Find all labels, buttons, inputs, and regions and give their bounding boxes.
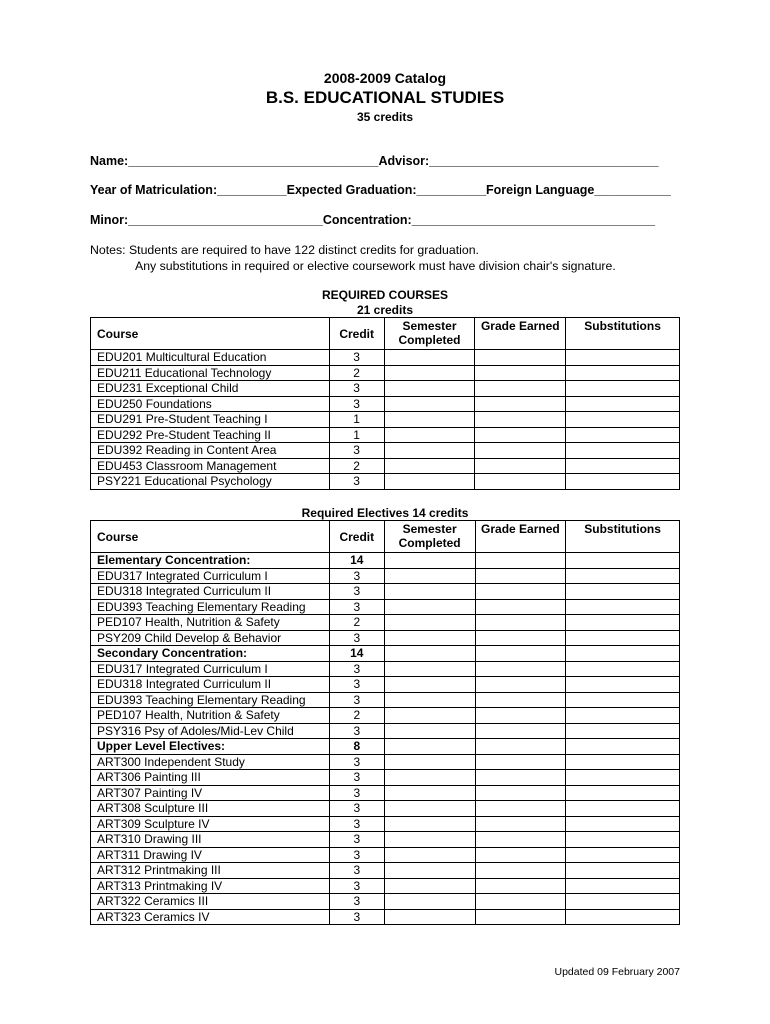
- col-grade: Grade Earned: [475, 521, 566, 553]
- course-name: PSY316 Psy of Adoles/Mid-Lev Child: [91, 723, 330, 739]
- semester-cell[interactable]: [384, 615, 475, 631]
- course-name: EDU317 Integrated Curriculum I: [91, 661, 330, 677]
- substitution-cell[interactable]: [566, 474, 680, 490]
- notes-line-2: Any substitutions in required or elective coursework must have division chair's signature.: [135, 258, 616, 273]
- substitution-cell[interactable]: [566, 739, 680, 755]
- semester-cell[interactable]: [384, 677, 475, 693]
- grade-cell[interactable]: [475, 878, 566, 894]
- semester-cell[interactable]: [384, 443, 475, 459]
- course-credit: 3: [329, 909, 384, 925]
- course-name: ART323 Ceramics IV: [91, 909, 330, 925]
- course-name: ART311 Drawing IV: [91, 847, 330, 863]
- col-substitutions: Substitutions: [566, 318, 680, 350]
- course-credit: 3: [329, 832, 384, 848]
- course-credit: 3: [329, 599, 384, 615]
- substitution-cell[interactable]: [566, 599, 680, 615]
- notes-line-1: Notes: Students are required to have 122 distinct credits for graduation.: [90, 243, 479, 257]
- semester-cell[interactable]: [384, 350, 475, 366]
- course-name: ART300 Independent Study: [91, 754, 330, 770]
- minor-concentration-fields[interactable]: Minor:____________________________Concentration:___________________________________: [90, 213, 656, 227]
- course-name: EDU393 Teaching Elementary Reading: [91, 692, 330, 708]
- grade-cell[interactable]: [475, 615, 566, 631]
- grade-cell[interactable]: [475, 785, 566, 801]
- grade-cell[interactable]: [475, 770, 566, 786]
- table-row: [91, 615, 680, 631]
- col-credit: Credit: [329, 521, 384, 553]
- course-credit: 14: [329, 646, 384, 662]
- catalog-year: 2008-2009 Catalog: [323, 70, 447, 86]
- substitution-cell[interactable]: [566, 584, 680, 600]
- course-credit: 8: [329, 739, 384, 755]
- course-credit: 3: [329, 894, 384, 910]
- table-row: [91, 443, 680, 459]
- matriculation-graduation-language-fields[interactable]: Year of Matriculation:__________Expected Graduation:__________Foreign Language___________: [90, 183, 671, 197]
- substitution-cell[interactable]: [566, 350, 680, 366]
- course-credit: 3: [329, 863, 384, 879]
- substitution-cell[interactable]: [566, 909, 680, 925]
- semester-cell[interactable]: [384, 801, 475, 817]
- course-credit: 3: [329, 350, 384, 366]
- table-row: [91, 785, 680, 801]
- grade-cell[interactable]: [475, 801, 566, 817]
- table-row: [91, 692, 680, 708]
- course-name: EDU231 Exceptional Child: [91, 381, 330, 397]
- semester-cell[interactable]: [384, 553, 475, 569]
- course-name: Elementary Concentration:: [91, 553, 330, 569]
- grade-cell[interactable]: [475, 584, 566, 600]
- required-courses-heading: [90, 288, 680, 317]
- table-row: [91, 878, 680, 894]
- semester-cell[interactable]: [384, 754, 475, 770]
- course-name: EDU392 Reading in Content Area: [91, 443, 330, 459]
- required-courses-credits: 21 credits: [356, 302, 414, 317]
- table-header-row: [91, 318, 680, 350]
- table-row: [91, 708, 680, 724]
- substitution-cell[interactable]: [566, 661, 680, 677]
- col-semester: Semester Completed: [384, 318, 475, 350]
- course-name: EDU393 Teaching Elementary Reading: [91, 599, 330, 615]
- grade-cell[interactable]: [475, 553, 566, 569]
- course-name: EDU318 Integrated Curriculum II: [91, 584, 330, 600]
- table-row: [91, 381, 680, 397]
- course-name: PED107 Health, Nutrition & Safety: [91, 615, 330, 631]
- group-row: [91, 553, 680, 569]
- course-credit: 3: [329, 443, 384, 459]
- course-name: ART308 Sculpture III: [91, 801, 330, 817]
- notes: [90, 243, 616, 274]
- grade-cell[interactable]: [475, 427, 566, 443]
- substitution-cell[interactable]: [566, 443, 680, 459]
- semester-cell[interactable]: [384, 427, 475, 443]
- course-credit: 3: [329, 396, 384, 412]
- substitution-cell[interactable]: [566, 832, 680, 848]
- course-credit: 3: [329, 474, 384, 490]
- updated-date: Updated 09 February 2007: [554, 966, 680, 978]
- course-credit: 3: [329, 754, 384, 770]
- substitution-cell[interactable]: [566, 677, 680, 693]
- table-header-row: [91, 521, 680, 553]
- substitution-cell[interactable]: [566, 381, 680, 397]
- substitution-cell[interactable]: [566, 847, 680, 863]
- semester-cell[interactable]: [384, 646, 475, 662]
- course-name: ART312 Printmaking III: [91, 863, 330, 879]
- grade-cell[interactable]: [475, 832, 566, 848]
- table-row: [91, 350, 680, 366]
- table-row: [91, 801, 680, 817]
- semester-cell[interactable]: [384, 894, 475, 910]
- course-name: ART322 Ceramics III: [91, 894, 330, 910]
- grade-cell[interactable]: [475, 458, 566, 474]
- substitution-cell[interactable]: [566, 878, 680, 894]
- semester-cell[interactable]: [384, 816, 475, 832]
- course-credit: 3: [329, 568, 384, 584]
- required-courses-table: [90, 317, 680, 490]
- col-credit: Credit: [329, 318, 384, 350]
- table-row: [91, 677, 680, 693]
- course-credit: 3: [329, 630, 384, 646]
- course-credit: 3: [329, 816, 384, 832]
- table-row: [91, 816, 680, 832]
- semester-cell[interactable]: [384, 878, 475, 894]
- total-credits: 35 credits: [356, 110, 414, 124]
- table-row: [91, 396, 680, 412]
- course-credit: 3: [329, 723, 384, 739]
- group-row: [91, 739, 680, 755]
- substitution-cell[interactable]: [566, 365, 680, 381]
- course-credit: 3: [329, 770, 384, 786]
- col-substitutions: Substitutions: [566, 521, 680, 553]
- course-name: PSY209 Child Develop & Behavior: [91, 630, 330, 646]
- col-course: Course: [91, 521, 330, 553]
- semester-cell[interactable]: [384, 863, 475, 879]
- table-row: [91, 458, 680, 474]
- substitution-cell[interactable]: [566, 894, 680, 910]
- course-credit: 14: [329, 553, 384, 569]
- substitution-cell[interactable]: [566, 785, 680, 801]
- substitution-cell[interactable]: [566, 754, 680, 770]
- semester-cell[interactable]: [384, 661, 475, 677]
- grade-cell[interactable]: [475, 863, 566, 879]
- name-advisor-fields[interactable]: Name:____________________________________Advisor:_________________________________: [90, 154, 659, 168]
- semester-cell[interactable]: [384, 599, 475, 615]
- table-row: [91, 412, 680, 428]
- required-courses-title: REQUIRED COURSES: [321, 288, 449, 302]
- table-row: [91, 723, 680, 739]
- course-name: EDU453 Classroom Management: [91, 458, 330, 474]
- substitution-cell[interactable]: [566, 568, 680, 584]
- col-course: Course: [91, 318, 330, 350]
- group-row: [91, 646, 680, 662]
- course-name: ART313 Printmaking IV: [91, 878, 330, 894]
- substitution-cell[interactable]: [566, 458, 680, 474]
- table-row: [91, 754, 680, 770]
- course-name: EDU317 Integrated Curriculum I: [91, 568, 330, 584]
- semester-cell[interactable]: [384, 568, 475, 584]
- course-credit: 3: [329, 878, 384, 894]
- course-credit: 3: [329, 584, 384, 600]
- table-row: [91, 770, 680, 786]
- semester-cell[interactable]: [384, 770, 475, 786]
- substitution-cell[interactable]: [566, 692, 680, 708]
- semester-cell[interactable]: [384, 832, 475, 848]
- course-credit: 2: [329, 365, 384, 381]
- semester-cell[interactable]: [384, 785, 475, 801]
- grade-cell[interactable]: [475, 630, 566, 646]
- course-credit: 2: [329, 458, 384, 474]
- grade-cell[interactable]: [475, 894, 566, 910]
- semester-cell[interactable]: [384, 584, 475, 600]
- course-name: EDU292 Pre-Student Teaching II: [91, 427, 330, 443]
- substitution-cell[interactable]: [566, 723, 680, 739]
- substitution-cell[interactable]: [566, 646, 680, 662]
- table-row: [91, 894, 680, 910]
- grade-cell[interactable]: [475, 909, 566, 925]
- electives-heading: Required Electives 14 credits: [301, 506, 469, 520]
- course-credit: 2: [329, 708, 384, 724]
- col-semester: Semester Completed: [384, 521, 475, 553]
- semester-cell[interactable]: [384, 723, 475, 739]
- grade-cell[interactable]: [475, 599, 566, 615]
- substitution-cell[interactable]: [566, 396, 680, 412]
- grade-cell[interactable]: [475, 754, 566, 770]
- table-row: [91, 832, 680, 848]
- grade-cell[interactable]: [475, 381, 566, 397]
- substitution-cell[interactable]: [566, 630, 680, 646]
- course-name: PSY221 Educational Psychology: [91, 474, 330, 490]
- substitution-cell[interactable]: [566, 615, 680, 631]
- table-row: [91, 599, 680, 615]
- col-grade: Grade Earned: [475, 318, 566, 350]
- course-name: ART306 Painting III: [91, 770, 330, 786]
- course-credit: 2: [329, 615, 384, 631]
- grade-cell[interactable]: [475, 677, 566, 693]
- grade-cell[interactable]: [475, 568, 566, 584]
- substitution-cell[interactable]: [566, 412, 680, 428]
- table-row: [91, 474, 680, 490]
- grade-cell[interactable]: [475, 739, 566, 755]
- course-name: ART307 Painting IV: [91, 785, 330, 801]
- course-credit: 3: [329, 785, 384, 801]
- grade-cell[interactable]: [475, 443, 566, 459]
- table-row: [91, 661, 680, 677]
- grade-cell[interactable]: [475, 396, 566, 412]
- grade-cell[interactable]: [475, 847, 566, 863]
- grade-cell[interactable]: [475, 723, 566, 739]
- table-row: [91, 909, 680, 925]
- table-row: [91, 847, 680, 863]
- semester-cell[interactable]: [384, 474, 475, 490]
- semester-cell[interactable]: [384, 909, 475, 925]
- grade-cell[interactable]: [475, 816, 566, 832]
- grade-cell[interactable]: [475, 365, 566, 381]
- semester-cell[interactable]: [384, 412, 475, 428]
- course-name: ART309 Sculpture IV: [91, 816, 330, 832]
- grade-cell[interactable]: [475, 692, 566, 708]
- page-title: B.S. EDUCATIONAL STUDIES: [265, 88, 505, 107]
- table-row: [91, 568, 680, 584]
- substitution-cell[interactable]: [566, 770, 680, 786]
- course-credit: 3: [329, 381, 384, 397]
- semester-cell[interactable]: [384, 458, 475, 474]
- substitution-cell[interactable]: [566, 863, 680, 879]
- course-name: EDU250 Foundations: [91, 396, 330, 412]
- substitution-cell[interactable]: [566, 553, 680, 569]
- course-credit: 1: [329, 427, 384, 443]
- course-credit: 1: [329, 412, 384, 428]
- course-name: Secondary Concentration:: [91, 646, 330, 662]
- semester-cell[interactable]: [384, 739, 475, 755]
- course-credit: 3: [329, 661, 384, 677]
- table-row: [91, 630, 680, 646]
- course-name: EDU211 Educational Technology: [91, 365, 330, 381]
- course-name: PED107 Health, Nutrition & Safety: [91, 708, 330, 724]
- table-row: [91, 365, 680, 381]
- semester-cell[interactable]: [384, 708, 475, 724]
- course-credit: 3: [329, 847, 384, 863]
- course-name: EDU201 Multicultural Education: [91, 350, 330, 366]
- semester-cell[interactable]: [384, 396, 475, 412]
- grade-cell[interactable]: [475, 661, 566, 677]
- course-name: ART310 Drawing III: [91, 832, 330, 848]
- table-row: [91, 584, 680, 600]
- substitution-cell[interactable]: [566, 708, 680, 724]
- table-row: [91, 427, 680, 443]
- substitution-cell[interactable]: [566, 816, 680, 832]
- course-name: Upper Level Electives:: [91, 739, 330, 755]
- grade-cell[interactable]: [475, 350, 566, 366]
- semester-cell[interactable]: [384, 847, 475, 863]
- semester-cell[interactable]: [384, 692, 475, 708]
- semester-cell[interactable]: [384, 630, 475, 646]
- substitution-cell[interactable]: [566, 801, 680, 817]
- grade-cell[interactable]: [475, 412, 566, 428]
- course-name: EDU318 Integrated Curriculum II: [91, 677, 330, 693]
- table-row: [91, 863, 680, 879]
- course-credit: 3: [329, 692, 384, 708]
- course-name: EDU291 Pre-Student Teaching I: [91, 412, 330, 428]
- course-credit: 3: [329, 677, 384, 693]
- semester-cell[interactable]: [384, 381, 475, 397]
- grade-cell[interactable]: [475, 708, 566, 724]
- semester-cell[interactable]: [384, 365, 475, 381]
- electives-table: [90, 520, 680, 925]
- grade-cell[interactable]: [475, 646, 566, 662]
- course-credit: 3: [329, 801, 384, 817]
- substitution-cell[interactable]: [566, 427, 680, 443]
- grade-cell[interactable]: [475, 474, 566, 490]
